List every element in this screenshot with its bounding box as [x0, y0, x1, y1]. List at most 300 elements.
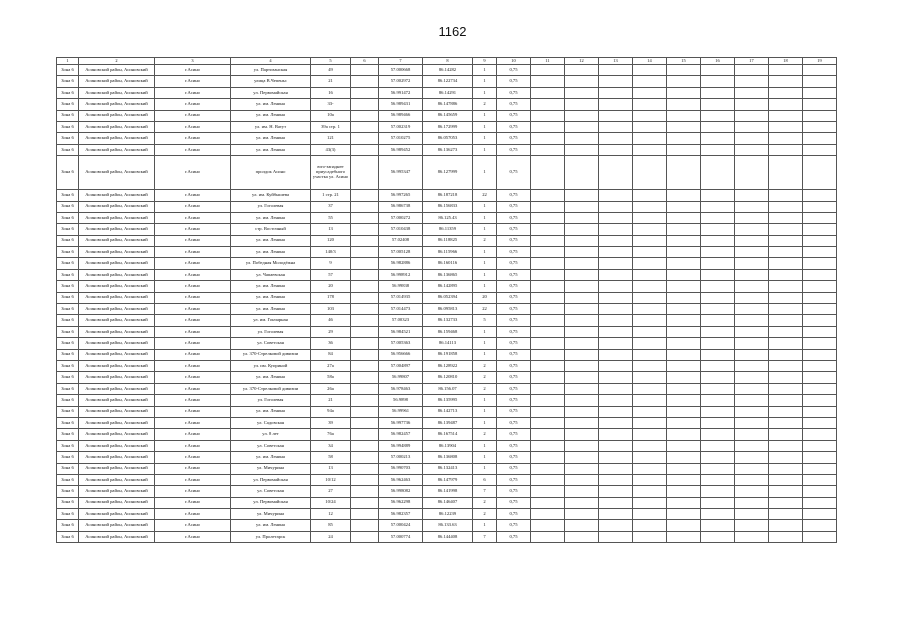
table-cell [599, 406, 633, 417]
table-cell: 1 [473, 440, 497, 451]
table-cell: 56.997736 [379, 417, 423, 428]
table-cell: г.Асино [155, 509, 231, 520]
table-cell [803, 87, 837, 98]
table-cell: Зона 6 [57, 292, 79, 303]
table-cell: Асиновский район, Асиновский [79, 372, 155, 383]
table-cell [701, 224, 735, 235]
table-cell [735, 110, 769, 121]
table-cell: 1 [473, 247, 497, 258]
table-cell [803, 372, 837, 383]
table-cell [701, 201, 735, 212]
table-cell: 0,75 [497, 326, 531, 337]
table-cell [803, 292, 837, 303]
table-cell: ул. им. Куприной [231, 360, 311, 371]
table-cell: ул. им. Ленина [231, 247, 311, 258]
table-cell: г.Асино [155, 224, 231, 235]
table-cell [531, 144, 565, 155]
table-cell: ул. Мичурина [231, 509, 311, 520]
table-cell [633, 520, 667, 531]
table-cell [531, 133, 565, 144]
table-cell: 56.989466 [379, 110, 423, 121]
table-cell [565, 281, 599, 292]
table-cell [633, 201, 667, 212]
table-cell: г.Асино [155, 235, 231, 246]
table-cell: 86.127999 [423, 156, 473, 190]
table-cell: Асиновский район, Асиновский [79, 315, 155, 326]
table-cell: Асиновский район, Асиновский [79, 338, 155, 349]
table-cell [351, 326, 379, 337]
table-cell: ул. им. Ленина [231, 304, 311, 315]
table-cell: Зона 6 [57, 497, 79, 508]
table-cell: Асиновский район, Асиновский [79, 247, 155, 258]
table-cell: 86.11359 [423, 224, 473, 235]
table-cell: ул. им. Гончарная [231, 315, 311, 326]
table-cell: Зона 6 [57, 281, 79, 292]
table-cell: 121 [311, 133, 351, 144]
table-cell [701, 463, 735, 474]
table-cell: 1 [473, 338, 497, 349]
table-cell [531, 360, 565, 371]
table-cell: 33- [311, 99, 351, 110]
table-cell [769, 429, 803, 440]
table-cell [599, 76, 633, 87]
table-cell [565, 121, 599, 132]
table-cell [633, 65, 667, 76]
table-cell: 86.142895 [423, 281, 473, 292]
table-cell [667, 349, 701, 360]
table-row [57, 474, 837, 485]
table-cell: 0,75 [497, 304, 531, 315]
table-cell: 37 [311, 201, 351, 212]
table-cell: 1 [473, 258, 497, 269]
table-cell: Зона 6 [57, 121, 79, 132]
table-row [57, 87, 837, 98]
table-cell [531, 349, 565, 360]
table-cell [565, 452, 599, 463]
table-cell [599, 144, 633, 155]
table-cell: 10/24 [311, 497, 351, 508]
table-cell [351, 269, 379, 280]
table-cell: 178 [311, 292, 351, 303]
table-cell [735, 463, 769, 474]
page-number: 1162 [438, 24, 467, 39]
table-cell: 0,75 [497, 258, 531, 269]
table-cell: 0,75 [497, 281, 531, 292]
table-cell: Зона 6 [57, 372, 79, 383]
table-cell [701, 383, 735, 394]
table-cell [565, 247, 599, 258]
table-cell [599, 121, 633, 132]
table-cell: г.Асино [155, 87, 231, 98]
table-cell [599, 235, 633, 246]
table-cell [599, 87, 633, 98]
table-cell [769, 87, 803, 98]
table-cell: ул. 370-Стрелковой дивизии [231, 349, 311, 360]
table-cell: 56.982457 [379, 429, 423, 440]
table-cell: Зона 6 [57, 463, 79, 474]
table-cell [565, 292, 599, 303]
table-cell [667, 258, 701, 269]
table-cell: 2 [473, 372, 497, 383]
table-cell: 0,75 [497, 486, 531, 497]
table-cell [633, 349, 667, 360]
table-cell [769, 224, 803, 235]
table-cell [667, 292, 701, 303]
table-cell: Зона 6 [57, 99, 79, 110]
table-cell: 7 [473, 486, 497, 497]
table-cell [351, 417, 379, 428]
table-cell: 27 [311, 486, 351, 497]
table-cell [351, 509, 379, 520]
table-cell [667, 190, 701, 201]
table-cell [701, 474, 735, 485]
table-cell [667, 76, 701, 87]
table-cell [531, 190, 565, 201]
table-cell: Зона 6 [57, 452, 79, 463]
table-cell [701, 440, 735, 451]
table-cell [769, 372, 803, 383]
table-cell: 57.00323 [379, 315, 423, 326]
table-cell [667, 452, 701, 463]
table-cell [769, 201, 803, 212]
table-cell [667, 406, 701, 417]
table-cell: Асиновский район, Асиновский [79, 258, 155, 269]
column-header: 18 [769, 58, 803, 65]
table-cell: 22 [473, 304, 497, 315]
table-cell: ул. Первомайская [231, 474, 311, 485]
table-cell [701, 372, 735, 383]
table-cell: 0,75 [497, 349, 531, 360]
table-cell [667, 281, 701, 292]
table-cell: г.Асино [155, 212, 231, 223]
table-cell [531, 110, 565, 121]
table-cell: 0,75 [497, 474, 531, 485]
table-cell [667, 235, 701, 246]
table-cell [565, 474, 599, 485]
table-cell: 0,75 [497, 520, 531, 531]
table-cell [351, 531, 379, 542]
table-cell: 24 [311, 531, 351, 542]
table-cell [565, 304, 599, 315]
table-cell: 9 [311, 258, 351, 269]
table-cell: 43(3) [311, 144, 351, 155]
table-cell [599, 292, 633, 303]
table-cell: 2 [473, 509, 497, 520]
table-cell: 39 [311, 417, 351, 428]
table-cell [701, 531, 735, 542]
table-cell: 34 [311, 440, 351, 451]
table-cell: 56.956666 [379, 349, 423, 360]
table-cell [351, 144, 379, 155]
table-cell: 5 [473, 315, 497, 326]
table-cell: г.Асино [155, 76, 231, 87]
table-cell [633, 474, 667, 485]
table-cell [599, 269, 633, 280]
table-cell [735, 372, 769, 383]
table-cell [769, 474, 803, 485]
table-row [57, 121, 837, 132]
table-cell: 57.014473 [379, 304, 423, 315]
table-cell [769, 281, 803, 292]
table-cell: Зона 6 [57, 201, 79, 212]
table-cell: 0,75 [497, 463, 531, 474]
table-cell: 103 [311, 304, 351, 315]
table-cell [565, 133, 599, 144]
table-cell: Зона 6 [57, 304, 79, 315]
table-cell: г.Асино [155, 281, 231, 292]
table-cell: 58 [311, 452, 351, 463]
table-cell [351, 304, 379, 315]
table-cell [803, 520, 837, 531]
table-cell: г.Асино [155, 520, 231, 531]
table-cell [599, 452, 633, 463]
table-cell [769, 417, 803, 428]
table-cell: 84 [311, 349, 351, 360]
table-cell [803, 110, 837, 121]
table-cell: ул. Гоголевая [231, 201, 311, 212]
table-cell: 10/12 [311, 474, 351, 485]
table-cell: 1 [473, 110, 497, 121]
table-cell: Зона 6 [57, 315, 79, 326]
table-cell: г.Асино [155, 190, 231, 201]
table-cell: 0,75 [497, 360, 531, 371]
table-cell: 21 [311, 76, 351, 87]
column-header: 13 [599, 58, 633, 65]
table-cell: Зона 6 [57, 87, 79, 98]
table-cell: 1 [473, 121, 497, 132]
table-cell: 0,75 [497, 406, 531, 417]
table-cell: 57.005128 [379, 247, 423, 258]
table-cell [803, 235, 837, 246]
table-cell [351, 463, 379, 474]
table-cell [531, 281, 565, 292]
table-cell [599, 258, 633, 269]
table-cell [701, 509, 735, 520]
table-cell: 56.99838 [379, 281, 423, 292]
table-cell [701, 520, 735, 531]
table-cell [531, 372, 565, 383]
table-row [57, 304, 837, 315]
table-cell: 1 [473, 133, 497, 144]
table-cell: ул. им. Н. Ватут [231, 121, 311, 132]
table-cell [599, 383, 633, 394]
table-cell: Зона 6 [57, 190, 79, 201]
table-cell: 0,75 [497, 121, 531, 132]
table-cell: 56.962298 [379, 497, 423, 508]
table-cell: 57.005363 [379, 338, 423, 349]
table-cell [633, 338, 667, 349]
table-cell: 1 [473, 349, 497, 360]
table-cell [769, 121, 803, 132]
table-cell: Зона 6 [57, 144, 79, 155]
table-cell [565, 349, 599, 360]
table-cell: 0,75 [497, 156, 531, 190]
table-cell: ул. им. Ленина [231, 281, 311, 292]
table-cell [599, 372, 633, 383]
table-cell: 86.095813 [423, 304, 473, 315]
table-cell [351, 315, 379, 326]
column-header: 12 [565, 58, 599, 65]
table-cell: 0,75 [497, 440, 531, 451]
table-cell [769, 326, 803, 337]
table-cell: ул. им. Ленина [231, 520, 311, 531]
table-cell [565, 509, 599, 520]
table-cell: Асиновский район, Асиновский [79, 87, 155, 98]
table-cell: 86.136808 [423, 452, 473, 463]
table-cell [769, 486, 803, 497]
table-cell [803, 76, 837, 87]
table-cell [735, 406, 769, 417]
table-cell: Асиновский район, Асиновский [79, 440, 155, 451]
table-cell [565, 531, 599, 542]
table-cell [633, 87, 667, 98]
table-cell [769, 440, 803, 451]
table-cell [531, 440, 565, 451]
table-cell [667, 87, 701, 98]
table-cell [735, 144, 769, 155]
table-cell: ул. им. Куйбышева [231, 190, 311, 201]
table-cell [735, 76, 769, 87]
table-cell: 0,75 [497, 190, 531, 201]
table-cell [803, 497, 837, 508]
table-cell [599, 360, 633, 371]
table-cell [633, 247, 667, 258]
table-row [57, 212, 837, 223]
table-cell: 1 [473, 520, 497, 531]
table-cell: Зона 6 [57, 509, 79, 520]
table-cell [735, 417, 769, 428]
table-cell [633, 440, 667, 451]
table-cell [735, 190, 769, 201]
table-cell [735, 520, 769, 531]
table-row [57, 531, 837, 542]
table-cell: 86.167514 [423, 429, 473, 440]
table-cell [735, 281, 769, 292]
table-cell [803, 452, 837, 463]
table-cell [735, 269, 769, 280]
table-cell: 0,75 [497, 76, 531, 87]
table-cell [735, 121, 769, 132]
table-cell: г.Асино [155, 304, 231, 315]
table-cell [667, 269, 701, 280]
table-cell: г.Асино [155, 417, 231, 428]
table-cell [803, 247, 837, 258]
table-cell: 56.99961 [379, 406, 423, 417]
table-cell [667, 395, 701, 406]
table-cell: Асиновский район, Асиновский [79, 133, 155, 144]
table-cell: 2 [473, 99, 497, 110]
table-cell: Асиновский район, Асиновский [79, 509, 155, 520]
table-cell [565, 190, 599, 201]
table-row [57, 269, 837, 280]
table-cell: г.Асино [155, 531, 231, 542]
table-cell [565, 406, 599, 417]
table-cell [769, 338, 803, 349]
column-header: 8 [423, 58, 473, 65]
table-cell: г.Асино [155, 144, 231, 155]
table-cell: Зона 6 [57, 383, 79, 394]
table-cell [531, 338, 565, 349]
table-cell: 13 [311, 463, 351, 474]
table-cell [531, 531, 565, 542]
table-cell: ул. Чапаевская [231, 269, 311, 280]
table-cell: 86.147979 [423, 474, 473, 485]
table-cell [769, 99, 803, 110]
table-cell: Зона 6 [57, 212, 79, 223]
table-cell: Зона 6 [57, 360, 79, 371]
table-cell: г.Асино [155, 360, 231, 371]
table-cell: г.Асино [155, 452, 231, 463]
table-cell [701, 417, 735, 428]
table-cell [531, 326, 565, 337]
table-cell [531, 383, 565, 394]
table-cell: 0,75 [497, 372, 531, 383]
table-row [57, 133, 837, 144]
table-cell: 0,75 [497, 247, 531, 258]
table-cell: Асиновский район, Асиновский [79, 156, 155, 190]
table-row [57, 349, 837, 360]
table-cell [735, 440, 769, 451]
table-cell: 0,75 [497, 235, 531, 246]
table-cell: 2 [473, 497, 497, 508]
table-cell [565, 338, 599, 349]
table-cell [667, 133, 701, 144]
table-cell [565, 360, 599, 371]
table-cell: 85 [311, 520, 351, 531]
table-cell [803, 224, 837, 235]
table-cell: 1 [473, 463, 497, 474]
table-cell: г.Асино [155, 269, 231, 280]
table-cell [701, 360, 735, 371]
table-cell: Зона 6 [57, 76, 79, 87]
table-cell [803, 258, 837, 269]
table-cell: Зона 6 [57, 395, 79, 406]
table-cell: ул. Первомайская [231, 87, 311, 98]
table-cell: 57.002319 [379, 121, 423, 132]
header-row [57, 58, 837, 65]
table-cell: 86.132733 [423, 315, 473, 326]
table-cell [667, 156, 701, 190]
table-cell [803, 190, 837, 201]
table-cell: Асиновский район, Асиновский [79, 65, 155, 76]
table-cell: г.Асино [155, 258, 231, 269]
table-cell: Асиновский район, Асиновский [79, 520, 155, 531]
table-cell [769, 531, 803, 542]
column-header: 6 [351, 58, 379, 65]
table-cell: г.Асино [155, 315, 231, 326]
table-cell [633, 190, 667, 201]
table-cell [531, 224, 565, 235]
table-cell [599, 486, 633, 497]
table-cell [701, 144, 735, 155]
table-cell: ул. Садовская [231, 417, 311, 428]
table-cell: Зона 6 [57, 486, 79, 497]
table-cell [735, 531, 769, 542]
table-cell: 140/3 [311, 247, 351, 258]
table-cell [701, 258, 735, 269]
table-cell [351, 360, 379, 371]
table-cell: Зона 6 [57, 338, 79, 349]
table-cell: 86.172999 [423, 121, 473, 132]
table-cell [803, 395, 837, 406]
table-cell: г.Асино [155, 247, 231, 258]
table-cell: Зона 6 [57, 133, 79, 144]
table-cell: Асиновский район, Асиновский [79, 383, 155, 394]
table-cell: Асиновский район, Асиновский [79, 235, 155, 246]
table-cell: ул. Первомайская [231, 497, 311, 508]
table-cell: Зона 6 [57, 110, 79, 121]
table-cell [667, 474, 701, 485]
